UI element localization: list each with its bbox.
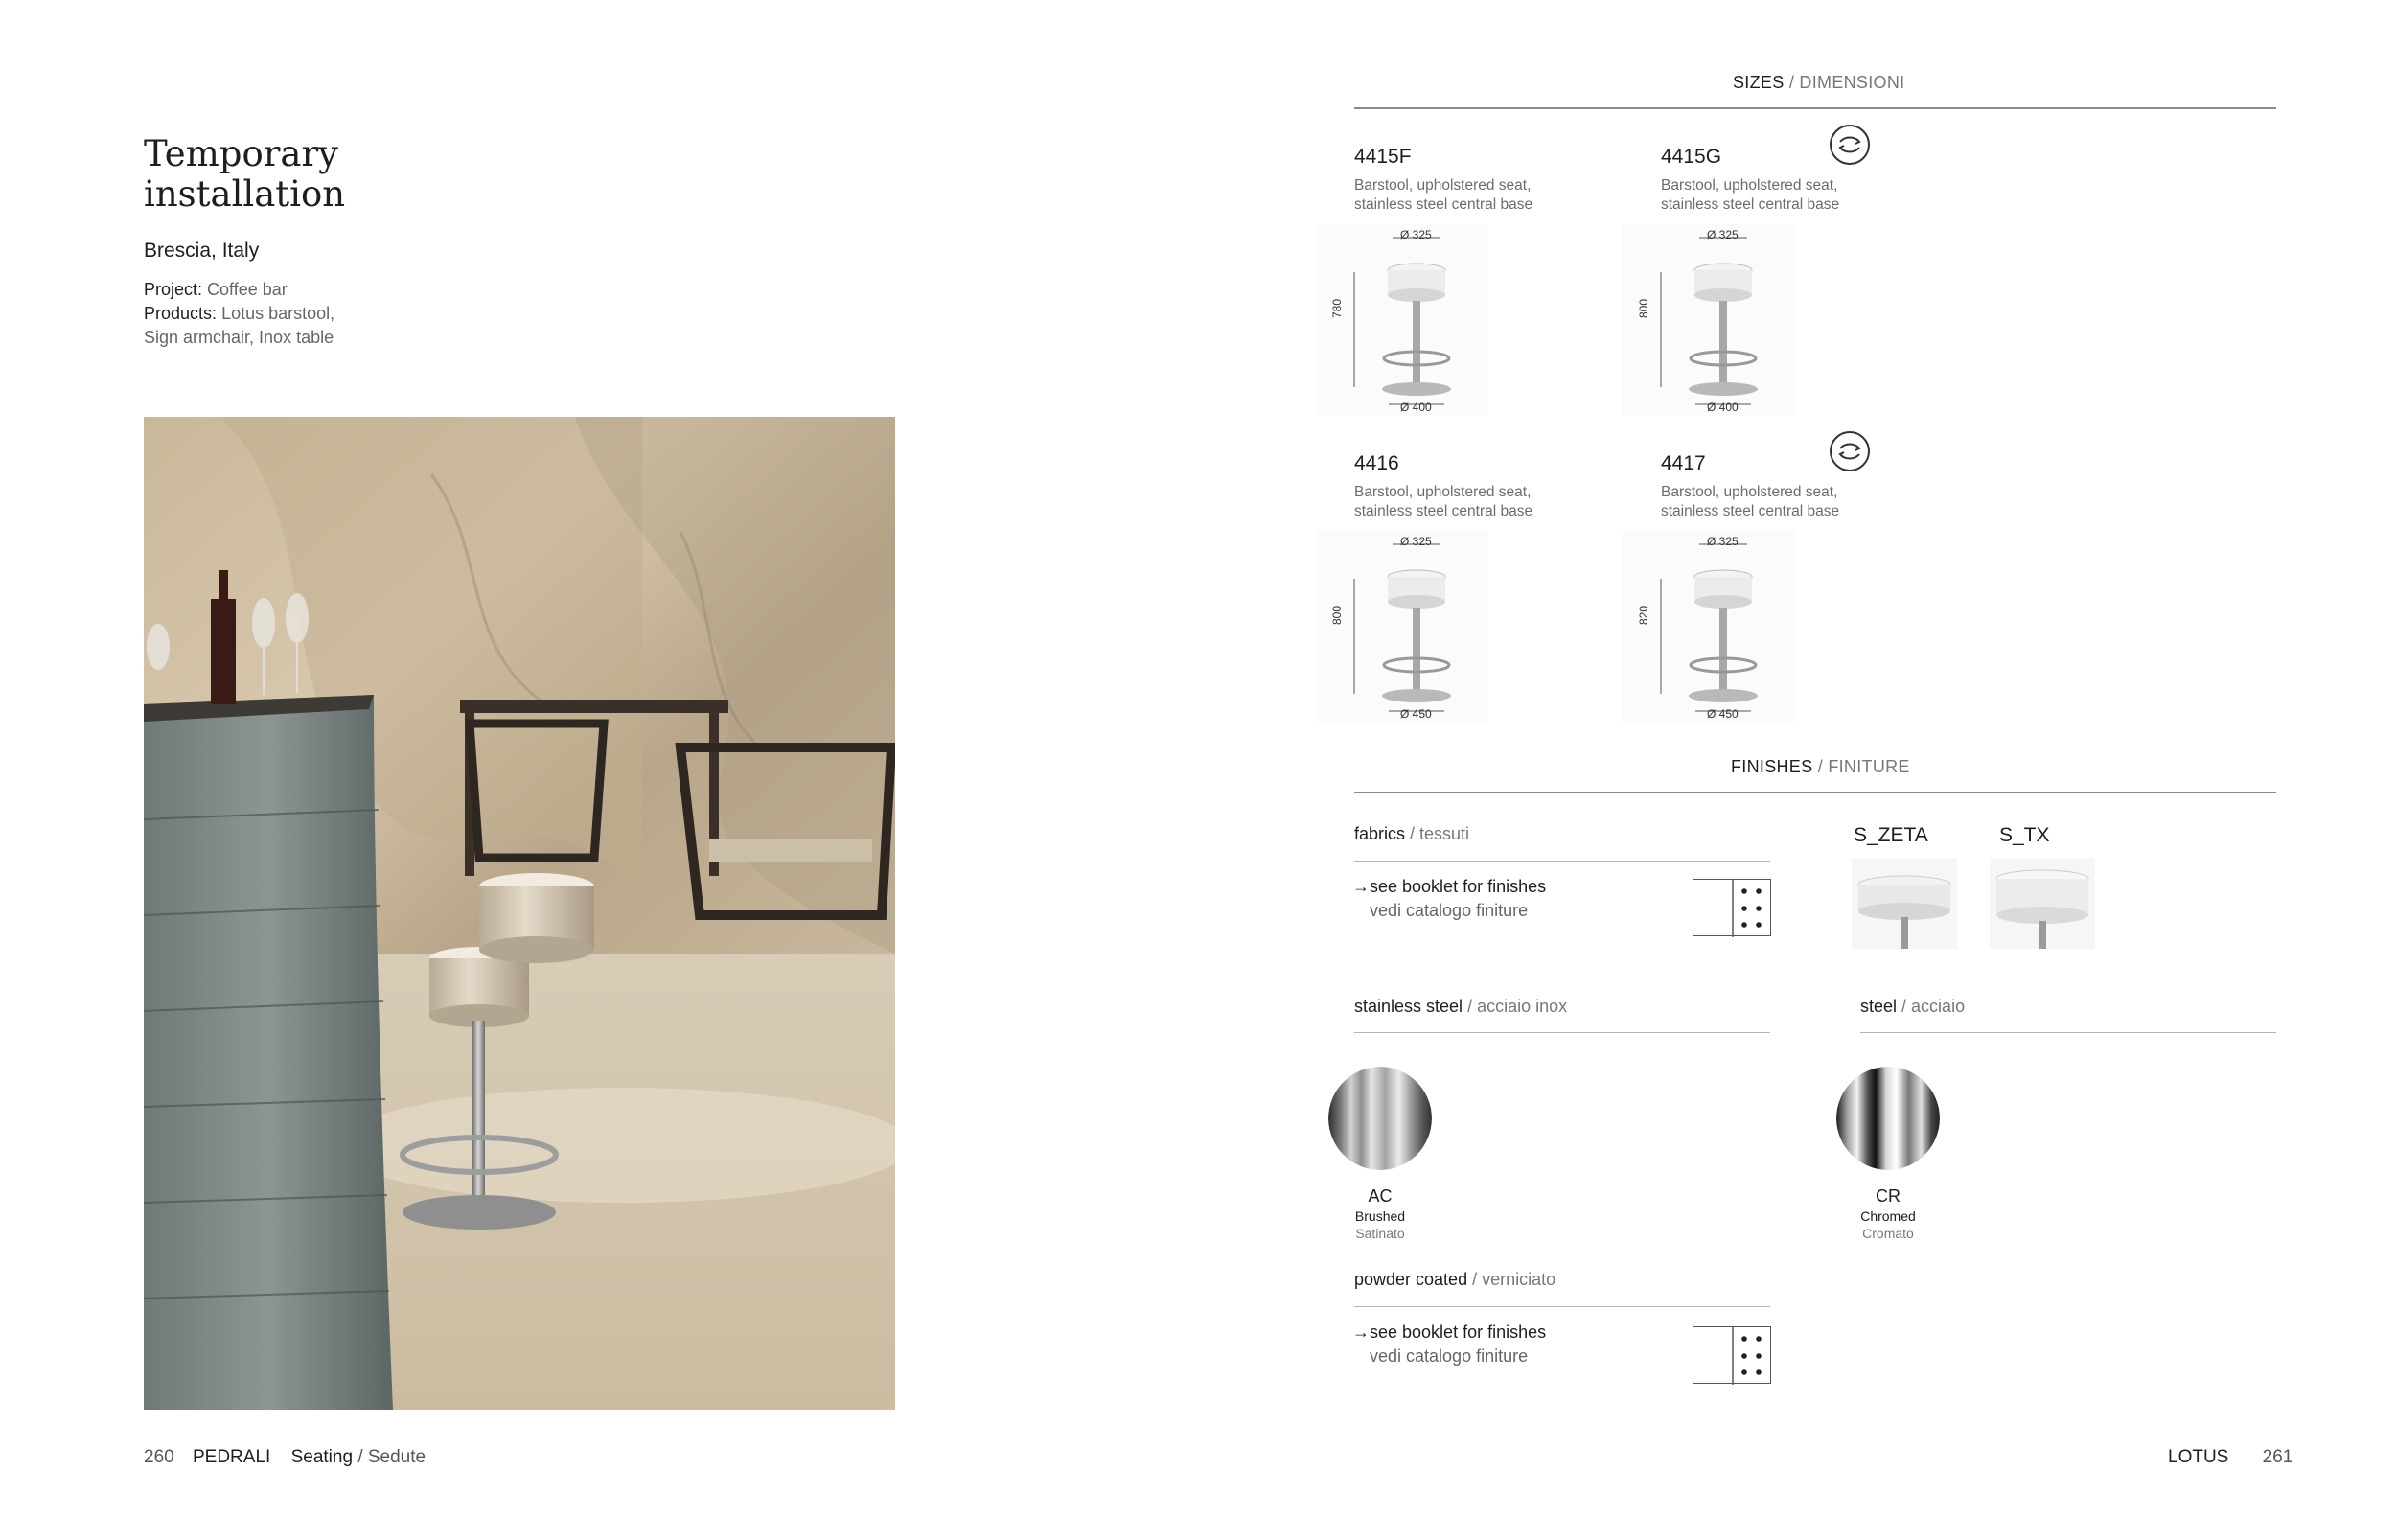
base-diameter: Ø 400	[1707, 401, 1739, 414]
sizes-heading-it: / DIMENSIONI	[1788, 73, 1905, 92]
product-description	[1354, 176, 1575, 215]
finish-name-cromato: Cromato	[1862, 1226, 1914, 1241]
powder-label-it: / verniciato	[1472, 1270, 1556, 1289]
stainless-label-text: stainless steel	[1354, 997, 1463, 1016]
product-desc-line-2: stainless steel central base	[1354, 503, 1533, 519]
project-label: Project:	[144, 280, 203, 299]
top-diameter: Ø 325	[1707, 535, 1739, 548]
fabrics-rule	[1354, 861, 1770, 862]
swatch-chromed[interactable]	[1836, 1067, 1940, 1170]
product-desc-line-2: stainless steel central base	[1354, 196, 1533, 213]
title-line-2: installation	[144, 173, 346, 215]
footer-left	[144, 1447, 426, 1468]
product-desc-line-2: stainless steel central base	[1661, 503, 1840, 519]
fabrics-label-text: fabrics	[1354, 824, 1406, 843]
base-diameter: Ø 450	[1400, 707, 1432, 721]
top-diameter: Ø 325	[1400, 535, 1432, 548]
powder-label	[1354, 1270, 1555, 1290]
booklet-icon[interactable]	[1693, 1326, 1771, 1384]
page-title	[144, 134, 623, 215]
fabric-swatch-stx	[1990, 858, 2095, 949]
page-number-right: 261	[2262, 1447, 2293, 1467]
top-diameter: Ø 325	[1707, 228, 1739, 241]
arrow-right-icon: →	[1352, 1322, 1370, 1342]
height-dimension: 780	[1330, 298, 1344, 318]
product-desc-line-1: Barstool, upholstered seat,	[1661, 177, 1838, 194]
sizes-heading-label: SIZES	[1733, 73, 1785, 92]
booklet-icon[interactable]	[1693, 879, 1771, 936]
products-label: Products:	[144, 304, 218, 323]
powder-rule	[1354, 1306, 1770, 1307]
brand-name: PEDRALI	[192, 1447, 271, 1467]
product-description	[1354, 483, 1575, 521]
sizes-heading	[1733, 73, 1904, 93]
fabric-variant-stx: S_TX	[1999, 824, 2050, 846]
finish-name-brushed: Brushed	[1354, 1208, 1406, 1224]
location: Brescia, Italy	[144, 240, 260, 262]
page-number-left: 260	[144, 1447, 174, 1467]
swivel-icon	[1830, 431, 1870, 471]
finish-code-ac: AC	[1368, 1186, 1393, 1206]
product-desc-line-1: Barstool, upholstered seat,	[1354, 177, 1532, 194]
title-line-1: Temporary	[144, 133, 339, 174]
product-code: 4417	[1661, 452, 1706, 474]
product-desc-line-1: Barstool, upholstered seat,	[1354, 484, 1532, 500]
products-value-1: Lotus barstool,	[221, 304, 335, 323]
product-desc-line-2: stainless steel central base	[1661, 196, 1840, 213]
product-code: 4416	[1354, 452, 1399, 474]
products-value-2: Sign armchair, Inox table	[144, 328, 334, 347]
product-code: 4415G	[1661, 146, 1722, 168]
sizes-rule	[1354, 107, 2276, 109]
height-dimension: 800	[1637, 298, 1650, 318]
steel-label-it: / acciaio	[1901, 997, 1966, 1016]
installation-photo	[144, 417, 895, 1410]
product-code: 4415F	[1354, 146, 1412, 168]
finishes-rule	[1354, 792, 2276, 793]
base-diameter: Ø 450	[1707, 707, 1739, 721]
fabrics-label-it: / tessuti	[1410, 824, 1470, 843]
swivel-icon	[1830, 125, 1870, 165]
footer-right	[2168, 1447, 2292, 1468]
height-dimension: 800	[1330, 605, 1344, 625]
height-dimension: 820	[1637, 605, 1650, 625]
base-diameter: Ø 400	[1400, 401, 1432, 414]
top-diameter: Ø 325	[1400, 228, 1432, 241]
product-desc-line-1: Barstool, upholstered seat,	[1661, 484, 1838, 500]
product-description	[1661, 176, 1881, 215]
stainless-label-it: / acciaio inox	[1467, 997, 1568, 1016]
arrow-right-icon: →	[1352, 877, 1370, 896]
powder-see-text: see booklet for finishes	[1370, 1322, 1547, 1342]
stainless-rule	[1354, 1032, 1770, 1033]
finishes-heading-label: FINISHES	[1731, 757, 1813, 776]
powder-see-sub: vedi catalogo finiture	[1370, 1346, 1529, 1366]
fabrics-see-text: see booklet for finishes	[1370, 877, 1547, 896]
fabrics-label	[1354, 824, 1469, 844]
section-name-it: / Sedute	[357, 1447, 426, 1467]
product-name: LOTUS	[2168, 1447, 2229, 1467]
finish-name-chromed: Chromed	[1860, 1208, 1916, 1224]
stainless-label	[1354, 997, 1567, 1017]
finishes-heading	[1731, 757, 1910, 777]
project-meta	[144, 278, 393, 350]
fabrics-see-booklet[interactable]	[1352, 877, 1546, 921]
steel-label	[1860, 997, 1965, 1017]
finish-code-cr: CR	[1876, 1186, 1901, 1206]
section-name: Seating	[290, 1447, 354, 1467]
steel-label-text: steel	[1860, 997, 1898, 1016]
fabric-variant-szeta: S_ZETA	[1854, 824, 1928, 846]
finish-name-satinato: Satinato	[1355, 1226, 1405, 1241]
powder-label-text: powder coated	[1354, 1270, 1468, 1289]
finishes-heading-it: / FINITURE	[1817, 757, 1910, 776]
fabric-swatch-szeta	[1852, 858, 1957, 949]
powder-see-booklet[interactable]	[1352, 1322, 1546, 1367]
product-description	[1661, 483, 1881, 521]
steel-rule	[1860, 1032, 2276, 1033]
swatch-brushed[interactable]	[1328, 1067, 1432, 1170]
fabrics-see-sub: vedi catalogo finiture	[1370, 901, 1529, 920]
project-value: Coffee bar	[207, 280, 288, 299]
